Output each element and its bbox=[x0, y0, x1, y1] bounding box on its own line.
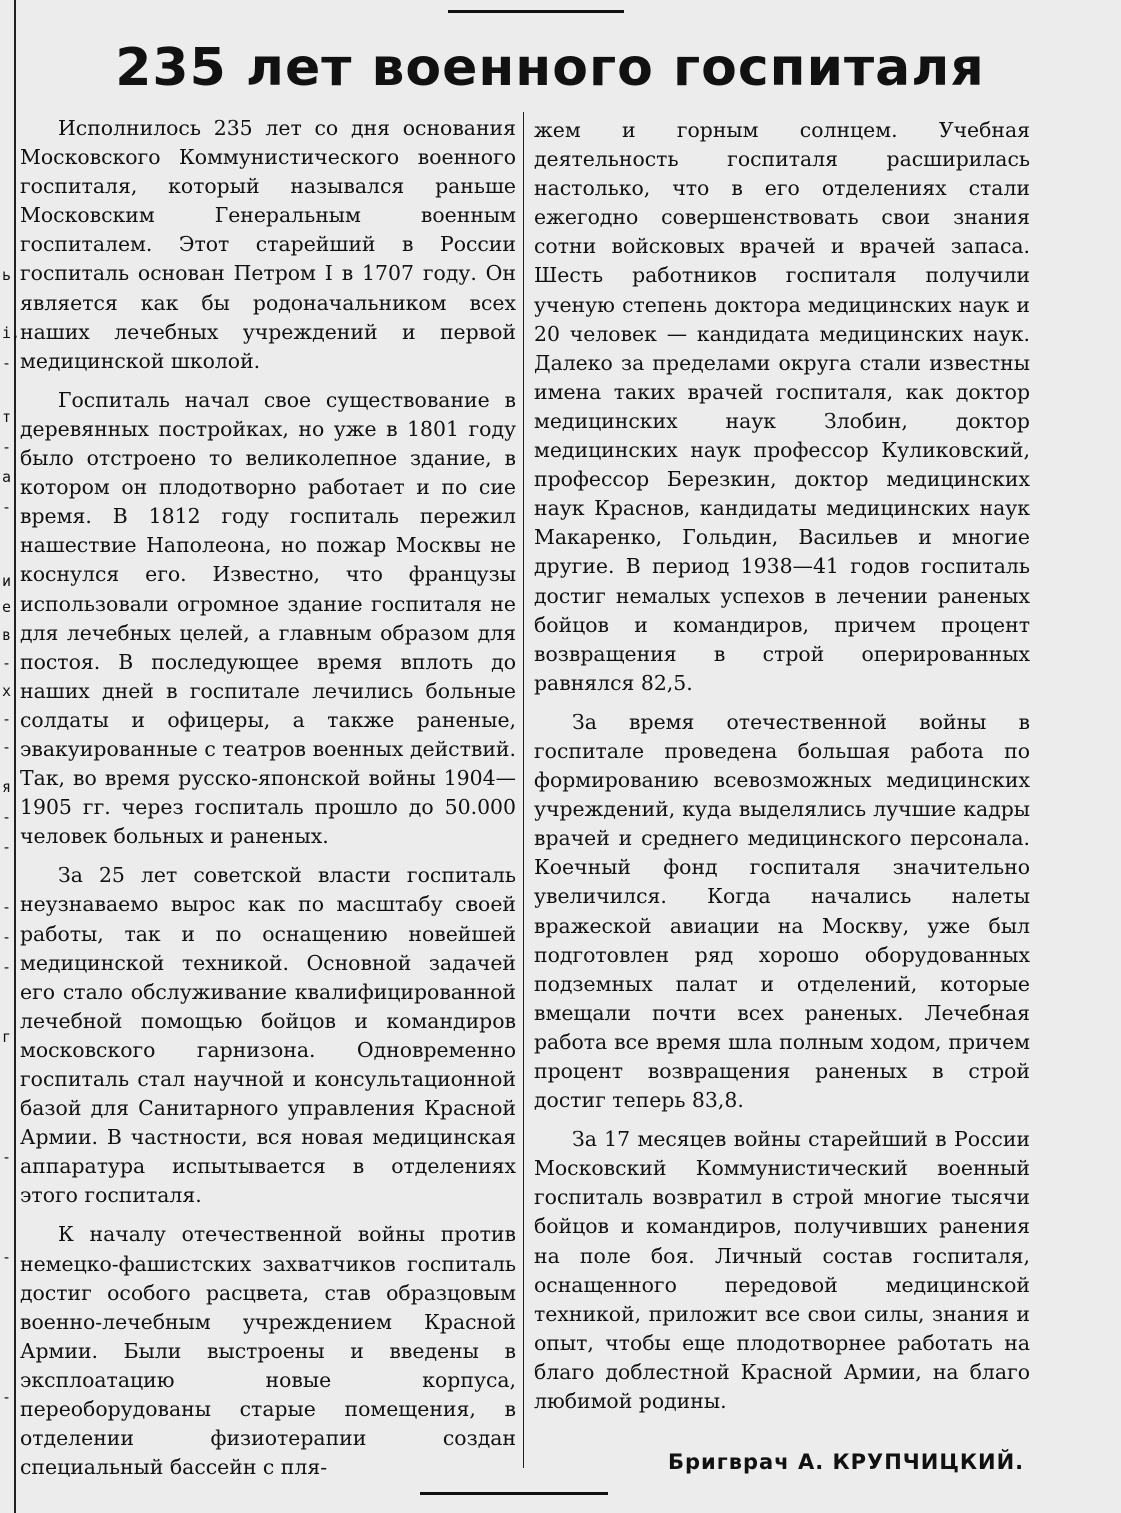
edge-char: - bbox=[2, 808, 12, 826]
edge-char: т bbox=[2, 408, 12, 426]
edge-char: а bbox=[2, 468, 12, 486]
top-rule bbox=[448, 10, 624, 13]
edge-char: ь bbox=[2, 266, 12, 284]
edge-char: х bbox=[2, 682, 12, 700]
edge-char: е bbox=[2, 598, 12, 616]
edge-char: и bbox=[2, 572, 12, 590]
previous-column-edge bbox=[0, 0, 21, 1513]
edge-char: - bbox=[2, 1388, 12, 1406]
edge-char: - bbox=[2, 898, 12, 916]
edge-char: і, bbox=[2, 324, 21, 342]
edge-char: - bbox=[2, 958, 12, 976]
edge-char: я bbox=[2, 778, 12, 796]
author-signature: Бригврач А. КРУПЧИЦКИЙ. bbox=[668, 1450, 1025, 1474]
edge-char: - bbox=[2, 710, 12, 728]
paragraph: жем и горным солнцем. Учебная деятельность госпиталя расширилась настолько, что в его отделениях стали ежегодно совершенствовать свои знания сотни войсковых врачей и врачей запаса. Шесть работников госпиталя получили ученую степень доктора медицинских наук и 20 человек — кандидата медицинских наук. Далеко за пределами округа стали известны имена таких врачей госпиталя, как доктор медицинских наук Злобин, доктор медицинских наук профессор Куликовский, профессор Березкин, доктор медицинских наук Краснов, кандидаты медицинских наук Макаренко, Гольдин, Васильев и многие другие. В период 1938—41 годов госпиталь достиг немалых успехов в лечении раненых бойцов и командиров, причем процент возвращения в строй оперированных равнялся 82,5. bbox=[534, 118, 1030, 695]
edge-char: - bbox=[2, 654, 12, 672]
edge-char: - bbox=[2, 354, 12, 372]
right-column bbox=[534, 116, 1030, 1416]
edge-char: - bbox=[2, 438, 12, 456]
paragraph: За 17 месяцев войны старейший в России Московский Коммунистический военный госпиталь возвратил в строй многие тысячи бойцов и командиров, получивших ранения на поле боя. Личный состав госпиталя, оснащенного передовой медицинской техникой, приложит все свои силы, знания и опыт, чтобы еще плодотворнее работать на благо доблестной Красной Армии, на благо любимой родины. bbox=[534, 1127, 1030, 1414]
headline: 235 лет военного госпиталя bbox=[115, 38, 985, 98]
paragraph: За 25 лет советской власти госпиталь неузнаваемо вырос как по масштабу своей работы, так и по оснащению новейшей медицинской техникой. Основной задачей его стало обслуживание квалифицированной лечебной помощью бойцов и командиров московского гарнизона. Одновременно госпиталь стал научной и консультационной базой для Санитарного управления Красной Армии. В частности, вся новая медицинская аппаратура испытывается в отделениях этого госпиталя. bbox=[20, 863, 516, 1208]
left-column bbox=[20, 114, 516, 1482]
edge-char: в bbox=[2, 626, 12, 644]
paragraph: За время отечественной войны в госпитале проведена большая работа по формированию всевозможных медицинских учреждений, куда выделялись лучшие кадры врачей и среднего медицинского персонала. Коечный фонд госпиталя значительно увеличился. Когда начались налеты вражеской авиации на Москву, уже был подготовлен ряд хорошо оборудованных подземных палат и отделений, которые вмещали почти всех раненых. Лечебная работа все время шла полным ходом, причем процент возвращения раненых в строй достиг теперь 83,8. bbox=[534, 709, 1030, 1113]
edge-char: - bbox=[2, 838, 12, 856]
bottom-rule bbox=[420, 1492, 608, 1495]
column-divider bbox=[523, 112, 524, 1468]
paragraph: К началу отечественной войны против немецко-фашистских захватчиков госпиталь достиг особого расцвета, став образцовым военно-лечебным учреждением Красной Армии. Были выстроены и введены в эксплоатацию новые корпуса, переоборудованы старые помещения, в отделении физиотерапии создан специальный бассейн с пля- bbox=[20, 1222, 516, 1480]
edge-char: - bbox=[2, 498, 12, 516]
edge-char: - bbox=[2, 1248, 12, 1266]
edge-char: г bbox=[2, 1028, 12, 1046]
edge-char: - bbox=[2, 738, 12, 756]
paragraph: Исполнилось 235 лет со дня основания Московского Коммунистического военного госпиталя, который назывался раньше Московским Генеральным военным госпиталем. Этот старейший в России госпиталь основан Петром I в 1707 году. Он является как бы родоначальником всех наших лечебных учреждений и первой медицинской школой. bbox=[20, 116, 516, 373]
paragraph: Госпиталь начал свое существование в деревянных постройках, но уже в 1801 году было отстроено то великолепное здание, в котором он плодотворно работает и по сие время. В 1812 году госпиталь пережил нашествие Наполеона, но пожар Москвы не коснулся его. Известно, что французы использовали огромное здание госпиталя не для лечебных целей, а главным образом для постоя. В последующее время вплоть до наших дней в госпитале лечились больные солдаты и офицеры, а также раненые, эвакуированные с театров военных действий. Так, во время русско-японской войны 1904—1905 гг. через госпиталь прошло до 50.000 человек больных и раненых. bbox=[20, 387, 516, 849]
edge-char: - bbox=[2, 1148, 12, 1166]
edge-char: - bbox=[2, 928, 12, 946]
